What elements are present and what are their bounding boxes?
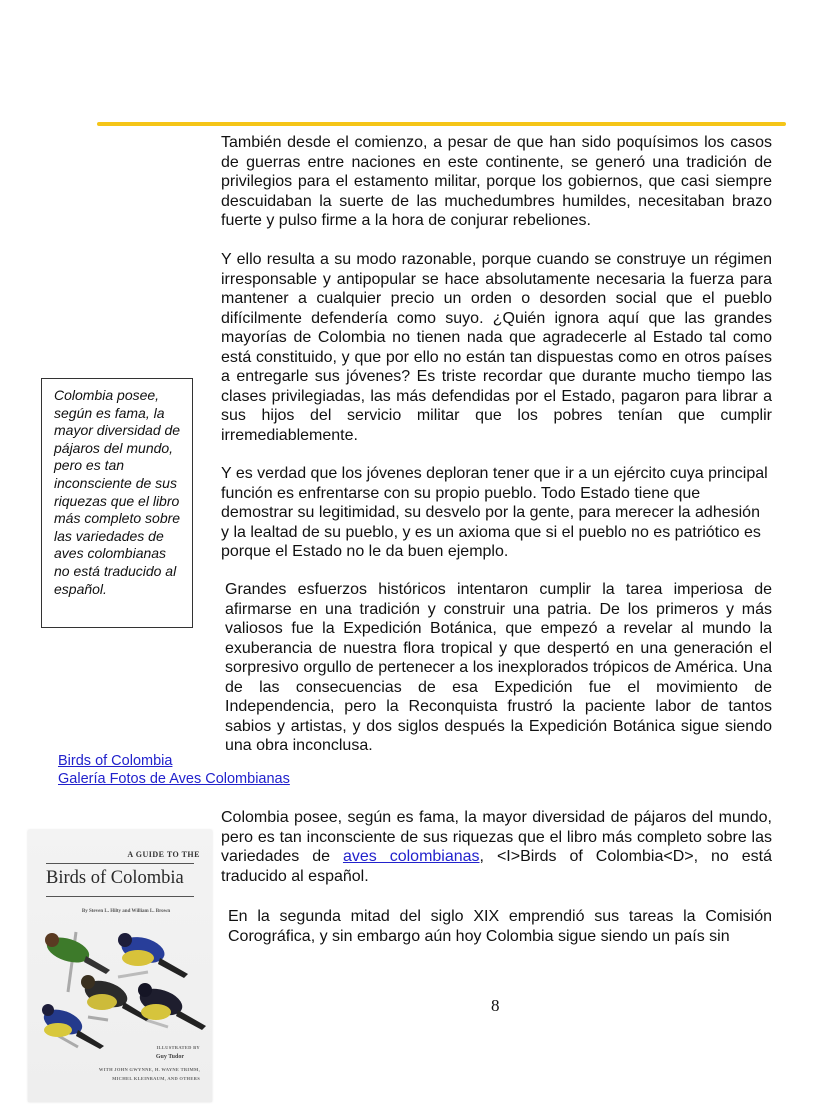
paragraph-text-before-link: Colombia posee, según es fama, la mayor diversidad de pájaros del mundo, pero es tan inconsciente de sus riquezas que el libro más completo sobre las variedades de (221, 809, 772, 865)
bird-illustration-icon (28, 922, 212, 1052)
yellow-header-rule (97, 122, 786, 126)
paragraph-text: También desde el comienzo, a pesar de que han sido poquísimos los casos de guerras entre naciones en este continente, se generó una tradición de privilegios para el estamento militar, porque los gobiernos, que casi siempre descuidaban la suerte de las muchedumbres humildes, necesitaban brazo fuerte y pulso firme a la hora de conjurar rebeliones. (221, 134, 772, 229)
link-galeria-fotos-aves[interactable]: Galería Fotos de Aves Colombianas (58, 770, 290, 787)
paragraph-text (221, 808, 772, 886)
cover-divider-bottom (46, 896, 194, 897)
paragraph-text: Y ello resulta a su modo razonable, porque cuando se construye un régimen irresponsable y antipopular se hace absolutamente necesaria la fuerza para mantener a cualquier precio un orden o desorden social que el pueblo difícilmente defendería como suyo. ¿Quién ignora aquí que las grandes mayorías de Colombia no tienen nada que agradecerle al Estado tal como está constituido, y que por ello no están tan dispuestas como en otros países a entregarle sus jóvenes? Es triste recordar que durante mucho tiempo las clases privilegiadas, las más defendidas por el Estado, pagaron para librar a sus hijos del servicio militar que los pobres tenían que cumplir irremediablemente. (221, 251, 772, 444)
link-birds-of-colombia[interactable]: Birds of Colombia (58, 753, 173, 769)
paragraph-text: Grandes esfuerzos históricos intentaron cumplir la tarea imperiosa de afirmarse en una tradición y construir una patria. De los primeros y más valiosos fue la Expedición Botánica, que empezó a revelar al mundo la exuberancia de nuestra flora tropical y que despertó en una generación el sorpresivo orgullo de pertenecer a los inexplorados trópicos de América. Una de las consecuencias de esa Expedición fue el movimiento de Independencia, pero la Reconquista frustró la paciente labor de tantos sabios y artistas, y dos siglos después la Expedición Botánica sigue siendo una obra inconclusa. (225, 581, 772, 754)
cover-contributors-line1: WITH JOHN GWYNNE, H. WAYNE TRIMM, (98, 1067, 200, 1072)
cover-artist: Guy Tudor (155, 1054, 184, 1060)
pull-quote-box (41, 378, 193, 628)
birds-of-colombia-book-cover (28, 830, 212, 1102)
cover-title: Birds of Colombia (46, 868, 184, 888)
cover-illustrated-by: ILLUSTRATED BY (156, 1045, 200, 1050)
cover-kicker: A GUIDE TO THE (127, 850, 200, 859)
paragraph-text: Y es verdad que los jóvenes deploran tener que ir a un ejército cuya principal función es enfrentarse con su propio pueblo. Todo Estado tiene que demostrar su legitimidad, su desvelo por la gente, para merecer la adhesión y la lealtad de su pueblo, y es un axioma que si el pueblo no es patriótico es porque el Estado no le da buen ejemplo. (221, 465, 768, 560)
page-number: 8 (491, 996, 500, 1015)
paragraph-text-after-link: , <I>Birds of Colombia<D>, no está traducido al español. (221, 848, 772, 885)
cover-authors: By Steven L. Hilty and William L. Brown (81, 909, 171, 914)
cover-divider-top (46, 863, 194, 864)
paragraph-irresponsible-regime (221, 250, 772, 445)
paragraph-comision-corografica (228, 907, 772, 946)
link-aves-colombianas[interactable]: aves colombianas (342, 848, 480, 865)
paragraph-text: En la segunda mitad del siglo XIX emprendió sus tareas la Comisión Corográfica, y sin embargo aún hoy Colombia sigue siendo un país sin (228, 908, 772, 945)
paragraph-youth-army (221, 464, 772, 562)
paragraph-military-tradition (221, 133, 772, 231)
related-links (58, 753, 290, 788)
cover-contributors-line2: MICHEL KLEINBAUM, AND OTHERS (112, 1076, 200, 1081)
paragraph-expedicion-botanica (221, 580, 772, 756)
pull-quote-text: Colombia posee, según es fama, la mayor diversidad de pájaros del mundo, pero es tan inconsciente de sus riquezas que el libro más completo sobre las variedades de aves colombianas no está traducido al español. (54, 387, 181, 597)
paragraph-birds-diversity (221, 808, 772, 886)
